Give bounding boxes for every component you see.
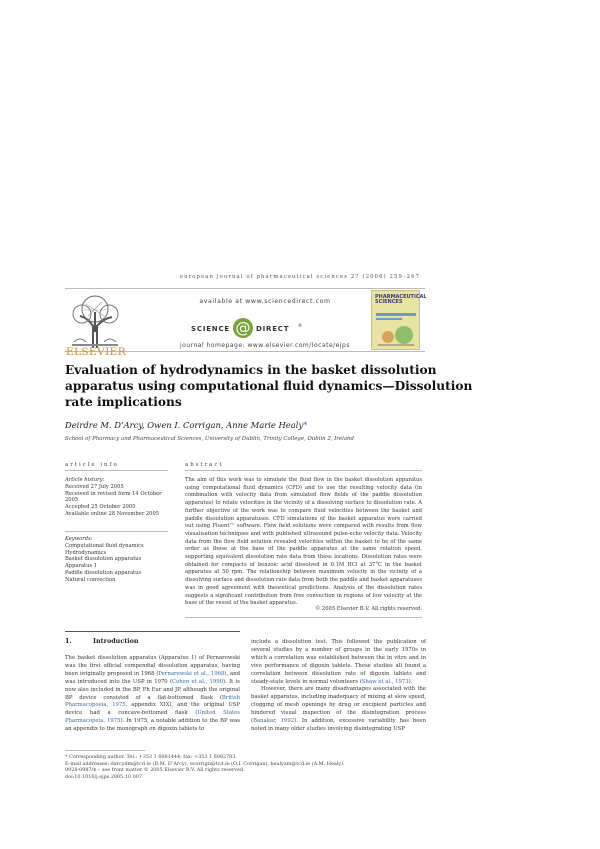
issn-note: 0928-0987/$ – see front matter © 2005 Elsevier B.V. All rights reserved. [65, 767, 245, 774]
introduction-heading [65, 637, 139, 645]
article-info-heading: article info [65, 462, 119, 468]
citation-link[interactable]: Cohen et al., 1990 [172, 678, 224, 685]
intro-text: ). In 1975, a notable addition to the BP was an appendix to the monograph on digoxin tablets to [65, 718, 240, 733]
journal-cover-image [371, 290, 427, 350]
corresponding-author-note: * Corresponding author. Tel.: +353 1 6081444; fax: +353 1 6082783. [65, 754, 237, 760]
abstract-bottom-rule [185, 617, 422, 618]
keyword-item: Apparatus 1 [65, 563, 98, 570]
footnotes [65, 754, 425, 780]
intro-text: The basket dissolution apparatus (Apparatus 1) of Pernarowski was the first official compendial dissolution apparatus, having been originally proposed in 1968 ( [65, 655, 240, 677]
intro-text: ). In addition, excessive variability has been noted in many older studies involving disintegrating USP [251, 718, 426, 732]
intro-text: ), and was introduced into the USP in 1970 ( [65, 670, 240, 685]
history-item: Received in revised form 14 October 2005 [65, 490, 162, 504]
history-item: Accepted 25 October 2005 [65, 504, 136, 511]
citation-link[interactable]: Pernarowski et al., 1968 [158, 670, 225, 677]
keyword-item: Hydrodynamics [65, 549, 107, 556]
sd-logo-left: SCIENCE [191, 325, 230, 333]
article-info-rule [65, 470, 168, 471]
abstract-heading: abstract [185, 462, 224, 468]
keywords-label: Keywords: [65, 536, 93, 542]
citation-link[interactable]: United States Pharmacopeia, 1975 [65, 710, 240, 725]
elsevier-tree-logo-icon [66, 292, 124, 350]
intro-text: , appendix XIX), and the original USP device had a concave-bottomed flask ( [65, 702, 240, 717]
intro-text: ). It is now also included in the BP, Ph Eur and JP, although the original BP device consisted of a flat-bottomed flask ( [65, 678, 240, 701]
sd-logo-mark: ® [298, 323, 302, 328]
affiliation: School of Pharmacy and Pharmaceutical Sciences, University of Dublin, Trinity College, Dublin 2, Ireland [65, 436, 354, 442]
keyword-item: Natural convection [65, 576, 116, 583]
intro-text: include a dissolution test. This followed the publication of several studies by a number of groups in the early 1970s in which a correlation was established between the in vitro and in vivo performance of digoxin tablets. These studies all found a correlation between dissolution rate of digoxin tablets and steady-state levels in normal volunteers ( [251, 639, 426, 685]
citation-link[interactable]: British Pharmacopoeia, 1975 [65, 694, 240, 709]
intro-text: ). [408, 678, 413, 685]
abstract-text: The aim of this work was to simulate the fluid flow in the basket dissolution apparatus using computational fluid dynamics (CFD) and to use the resulting velocity data (in combination with velocity data from simulated flow fields of the paddle dissolution apparatus) to relate velocities in the vicinity of a dissolving surface to dissolution rate. A further objective of the work was to compare fluid velocities between the basket and paddle dissolution apparatuses. CFD simulations of the basket apparatus were carried out using Fluent™ software. Flow field solutions were compared with results from flow visualisation techniques and with published ultrasound pulse-echo velocity data. Velocity data from the flow field solution revealed velocities within the basket to be of the same order as those at the base of the paddle apparatus at the same rotation speed, supporting equivalent dissolution rate data from these locations. Dissolution rates were obtained for compacts of benzoic acid dissolved in 0.1M HCl at 37°C in the basket apparatus at 50 rpm. The relationship between maximum velocity in the vicinity of a dissolving surface and dissolution rate data from both the paddle and basket apparatuses was in good agreement with theoretical predictions. Analysis of the dissolution rates suggests a significant contribution from free convection in regions of low velocity at the base of the vessel of the basket apparatus. [185, 477, 422, 607]
intro-rule [65, 631, 240, 632]
introduction-col-left [65, 655, 240, 734]
cover-graphic-icon [376, 313, 416, 347]
citation-link[interactable]: Banakar, 1992 [253, 718, 295, 725]
history-label: Article history: [65, 477, 105, 483]
email-note: E-mail addresses: darcydm@tcd.ie (D.M. D’Arcy), ocorrign@tcd.ie (O.I. Corrigan), healyam@tcd.ie (A.M. Healy). [65, 760, 345, 767]
keyword-item: Paddle dissolution apparatus [65, 569, 142, 576]
article-title: Evaluation of hydrodynamics in the basket dissolution apparatus using computational fluid dynamics—Dissolution rate implications [65, 363, 473, 409]
doi-link[interactable]: doi:10.1016/j.ejps.2005.10.007 [65, 773, 142, 780]
sd-logo-right: DIRECT [256, 325, 290, 333]
keyword-item: Computational fluid dynamics [65, 542, 144, 549]
keyword-item: Basket dissolution apparatus [65, 556, 142, 563]
author-list [65, 420, 307, 430]
authors-text: Deirdre M. D’Arcy, Owen I. Corrigan, Anne Marie Healy [65, 420, 304, 430]
svg-text:@: @ [235, 319, 251, 337]
journal-header: european journal of pharmaceutical sciences 27 (2006) 259–267 [179, 274, 421, 280]
cover-title: PHARMACEUTICAL SCIENCES [375, 294, 427, 306]
history-item: Received 27 July 2005 [65, 483, 124, 490]
article-history [65, 477, 165, 518]
history-item: Available online 28 November 2005 [65, 510, 160, 517]
journal-homepage-link[interactable]: journal homepage: www.elsevier.com/locate/ejps [180, 342, 350, 349]
keywords-rule [65, 531, 168, 532]
introduction-col-right [251, 639, 426, 734]
available-at-link[interactable]: available at www.sciencedirect.com [199, 298, 331, 305]
intro-text: However, there are many disadvantages associated with the basket apparatus, including inadequacy of mixing at slow speed, clogging of mesh openings by drug or excipient particles and hindered visual inspection of the disintegration process ( [251, 686, 426, 725]
keywords-list [65, 536, 165, 584]
abstract-copyright: © 2005 Elsevier B.V. All rights reserved. [315, 606, 422, 612]
citation-link[interactable]: Shaw et al., 1973 [361, 678, 409, 685]
footnote-rule [65, 750, 145, 751]
corresponding-author-mark[interactable]: * [303, 420, 308, 430]
section-title: Introduction [93, 637, 139, 645]
section-number: 1. [65, 637, 72, 645]
abstract-rule [185, 470, 422, 471]
publisher-logo-text: ELSEVIER [66, 346, 126, 358]
sciencedirect-logo-icon [190, 316, 310, 340]
